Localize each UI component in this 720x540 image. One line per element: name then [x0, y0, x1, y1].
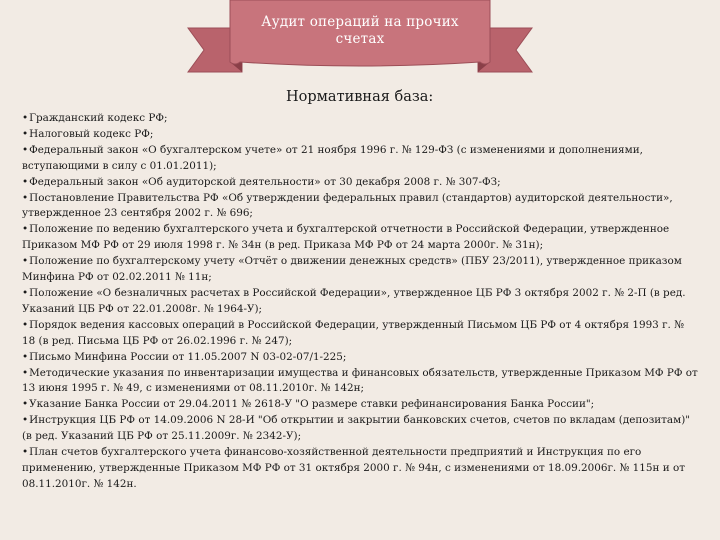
bullet-marker: • [22, 175, 29, 188]
list-item [22, 413, 698, 445]
list-item-text: Указание Банка России от 29.04.2011 № 2618-У "О размере ставки рефинансирования Банка России"; [29, 398, 595, 411]
list-item-text: Положение «О безналичных расчетах в Российской Федерации», утвержденное ЦБ РФ 3 октября 2002 г. № 2-П (в ред. Указаний ЦБ РФ от 22.01.2008г. № 1964-У); [22, 286, 686, 315]
list-item-text: Положение по ведению бухгалтерского учета и бухгалтерской отчетности в Российской Федерации, утвержденное Приказом МФ РФ от 29 июля 1998 г. № 34н (в ред. Приказа МФ РФ от 24 марта 2000г. № 31н); [22, 223, 670, 252]
bullet-marker: • [22, 398, 29, 411]
bullet-marker: • [22, 255, 29, 268]
list-item-text: Федеральный закон «О бухгалтерском учете» от 21 ноября 1996 г. № 129-ФЗ (с изменениями и дополнениями, вступающими в силу с 01.01.2011); [22, 143, 643, 172]
list-item [22, 318, 698, 350]
list-item [22, 254, 698, 286]
bullet-marker: • [22, 446, 29, 459]
list-item [22, 175, 698, 191]
bullet-marker: • [22, 143, 29, 156]
list-item-text: Письмо Минфина России от 11.05.2007 N 03-02-07/1-225; [29, 350, 347, 363]
list-item [22, 445, 698, 493]
bullet-marker: • [22, 223, 29, 236]
list-item-text: Федеральный закон «Об аудиторской деятельности» от 30 декабря 2008 г. № 307-ФЗ; [29, 175, 501, 188]
list-item [22, 286, 698, 318]
bullet-marker: • [22, 414, 29, 427]
bullet-marker: • [22, 318, 29, 331]
list-item [22, 111, 698, 127]
list-item [22, 350, 698, 366]
list-item-text: Методические указания по инвентаризации имущества и финансовых обязательств, утвержденные Приказом МФ РФ от 13 июня 1995 г. № 49, с изменениями от 08.11.2010г. № 142н; [22, 366, 698, 395]
list-item-text: Порядок ведения кассовых операций в Российской Федерации, утвержденный Письмом ЦБ РФ от 4 октября 1993 г. № 18 (в ред. Письма ЦБ РФ от 26.02.1996 г. № 247); [22, 318, 684, 347]
title-banner [180, 0, 540, 90]
bullet-marker: • [22, 127, 29, 140]
list-item [22, 191, 698, 223]
list-item [22, 397, 698, 413]
bullet-marker: • [22, 191, 29, 204]
list-item [22, 222, 698, 254]
list-item-text: Гражданский кодекс РФ; [29, 112, 168, 124]
bullet-marker: • [22, 112, 29, 124]
list-item-text: План счетов бухгалтерского учета финансово-хозяйственной деятельности предприятий и Инструкция по его применению, утвержденные Приказом МФ РФ от 31 октября 2000 г. № 94н, с изменениями от 18.09.2006г. № 115н и от 08.11.2010г. № 142н. [22, 446, 685, 490]
bullet-marker: • [22, 350, 29, 363]
bullet-marker: • [22, 286, 29, 299]
list-item-text: Налоговый кодекс РФ; [29, 127, 154, 140]
slide-title: Аудит операций на прочих счетах [261, 14, 459, 47]
list-item [22, 366, 698, 398]
bullet-marker: • [22, 366, 29, 379]
list-item [22, 143, 698, 175]
list-item-text: Инструкция ЦБ РФ от 14.09.2006 N 28-И "Об открытии и закрытии банковских счетов, счетов по вкладам (депозитам)" (в ред. Указаний ЦБ РФ от 25.11.2009г. № 2342-У); [22, 414, 691, 443]
list-item [22, 127, 698, 143]
list-item-text: Положение по бухгалтерскому учету «Отчёт о движении денежных средств» (ПБУ 23/2011), утвержденное приказом Минфина РФ от 02.02.2011 № 11н; [22, 255, 682, 284]
list-item-text: Постановление Правительства РФ «Об утверждении федеральных правил (стандартов) аудиторской деятельности», утвержденное 23 сентября 2002 г. № 696; [22, 191, 673, 220]
regulation-list [22, 111, 698, 493]
section-heading: Нормативная база: [286, 89, 434, 105]
